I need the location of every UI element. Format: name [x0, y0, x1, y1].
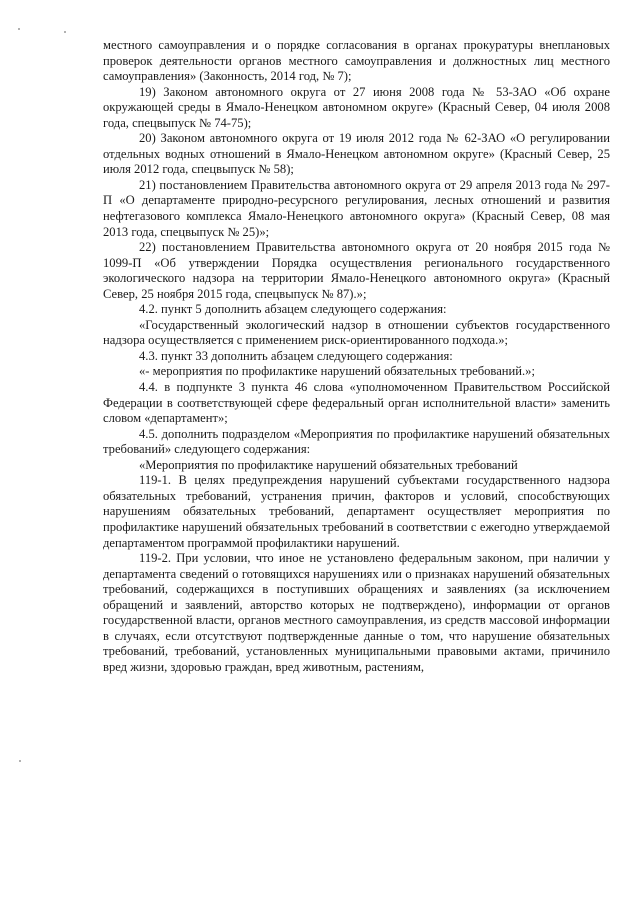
paragraph: 119-1. В целях предупреждения нарушений субъектами государственного надзора обязательных требований, устранения причин, факторов и условий, способствующих нарушениям обязательных требований, департамент осуществляет мероприятия по профилактике нарушений обязательных требований в соответствии с ежегодно утверждаемой департаментом программой профилактики нарушений. [103, 473, 610, 550]
paragraph: «- мероприятия по профилактике нарушений обязательных требований.»; [139, 364, 535, 379]
paragraph: 22) постановлением Правительства автономного округа от 20 ноября 2015 года № 1099-П «Об утверждении Порядка осуществления регионального государственного экологического надзора на территории Ямало-Ненецкого автономного округа» (Красный Север, 25 ноября 2015 года, спецвыпуск № 87).»; [103, 240, 610, 301]
paragraph: 4.5. дополнить подразделом «Мероприятия по профилактике нарушений обязательных требований» следующего содержания: [103, 426, 610, 457]
paragraph: 4.3. пункт 33 дополнить абзацем следующего содержания: [139, 348, 453, 363]
scan-speck [19, 760, 21, 762]
scan-speck [64, 31, 66, 33]
paragraph: местного самоуправления и о порядке согласования в органах прокуратуры внеплановых проверок деятельности органов местного самоуправления и должностных лиц местного самоуправления» (Законность, 2014 год, № 7); [103, 38, 610, 84]
document-body [103, 38, 610, 675]
paragraph: «Государственный экологический надзор в отношении субъектов государственного надзора осуществляется с применением риск-ориентированного подхода.»; [103, 317, 610, 348]
section-heading: «Мероприятия по профилактике нарушений обязательных требований [139, 457, 518, 472]
paragraph: 19) Законом автономного округа от 27 июня 2008 года № 53-ЗАО «Об охране окружающей среды в Ямало-Ненецком автономном округе» (Красный Север, 04 июля 2008 года, спецвыпуск № 74-75); [103, 84, 610, 130]
paragraph: 4.2. пункт 5 дополнить абзацем следующего содержания: [139, 302, 447, 317]
paragraph: 119-2. При условии, что иное не установлено федеральным законом, при наличии у департамента сведений о готовящихся нарушениях или о признаках нарушений обязательных требований, содержащихся в поступивших обращениях и заявлениях (за исключением обращений и заявлений, авторство которых не подтверждено), информации от органов государственной власти, органов местного самоуправления, из средств массовой информации в случаях, если отсутствуют подтвержденные данные о том, что нарушение обязательных требований, требований, установленных муниципальными правовыми актами, причинило вред жизни, здоровью граждан, вред животным, растениям, [103, 551, 610, 674]
paragraph: 4.4. в подпункте 3 пункта 46 слова «уполномоченном Правительством Российской Федерации в соответствующей сфере федеральный орган исполнительной власти» заменить словом «департамент»; [103, 380, 610, 426]
paragraph: 20) Законом автономного округа от 19 июля 2012 года № 62-ЗАО «О регулировании отдельных водных отношений в Ямало-Ненецком автономном округе» (Красный Север, 25 июля 2012 года, спецвыпуск № 58); [103, 131, 610, 177]
paragraph: 21) постановлением Правительства автономного округа от 29 апреля 2013 года № 297-П «О департаменте природно-ресурсного регулирования, лесных отношений и развития нефтегазового комплекса Ямало-Ненецкого автономного округа» (Красный Север, 08 мая 2013 года, спецвыпуск № 25)»; [103, 177, 610, 239]
scan-speck [18, 28, 20, 30]
